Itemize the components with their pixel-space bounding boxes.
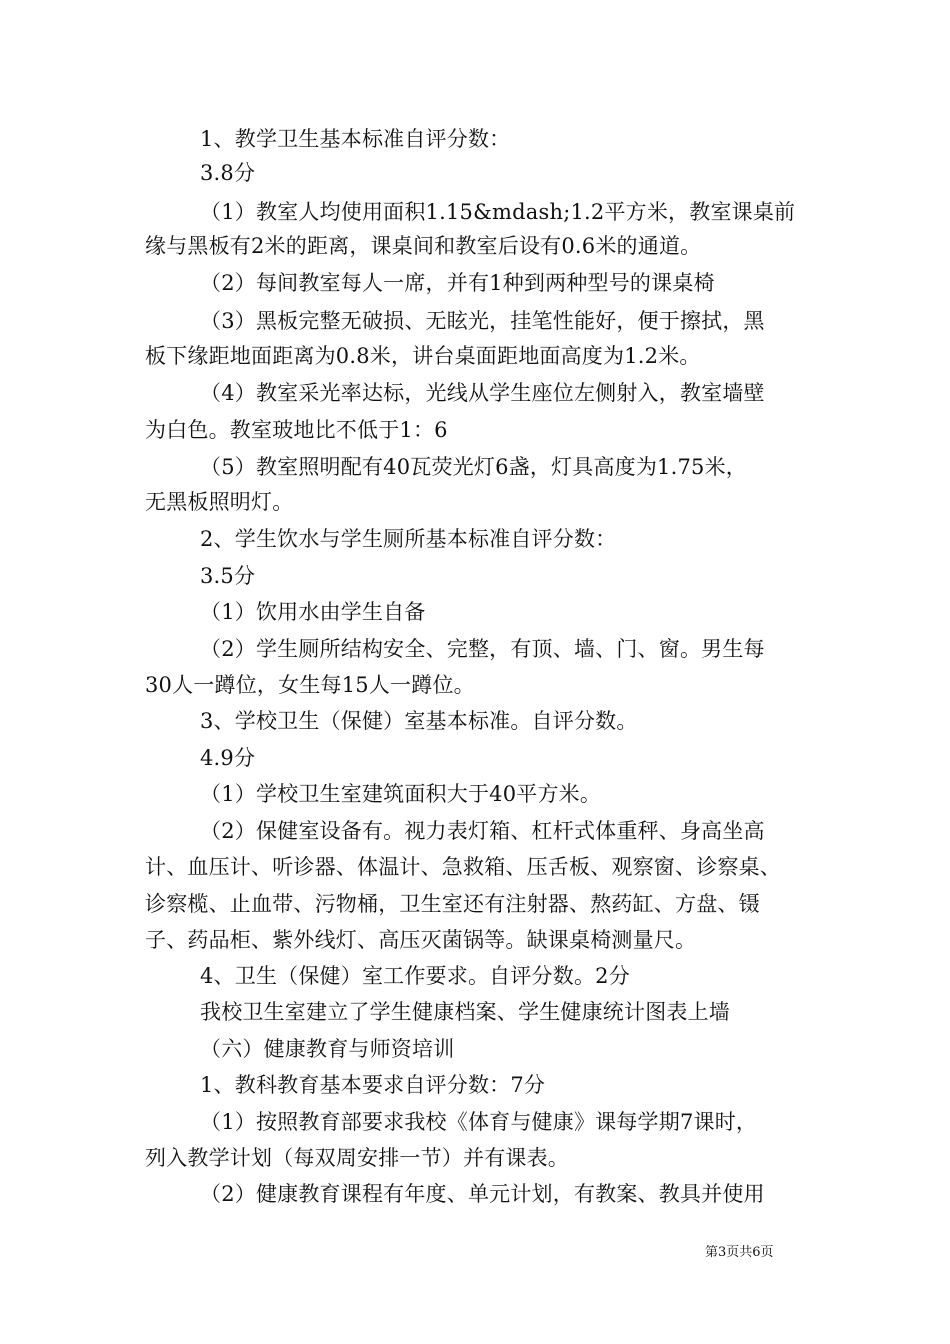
text-line: 1、教科教育基本要求自评分数：7分 — [200, 1073, 546, 1097]
text-line: 4.9分 — [200, 746, 256, 770]
text-line: 诊察榄、止血带、污物桶，卫生室还有注射器、熬药缸、方盘、镊 — [145, 892, 760, 916]
text-line: （1）饮用水由学生自备 — [200, 600, 426, 624]
text-line: 计、血压计、听诊器、体温计、急救箱、压舌板、观察窗、诊察桌、 — [145, 855, 781, 879]
section-heading: （六）健康教育与师资培训 — [200, 1037, 455, 1061]
text-line: 2、学生饮水与学生厕所基本标准自评分数： — [200, 527, 617, 551]
text-line: 3.5分 — [200, 564, 256, 588]
text-line: （4）教室采光率达标，光线从学生座位左侧射入，教室墙壁 — [200, 381, 765, 405]
text-line: （1）按照教育部要求我校《体育与健康》课每学期7课时， — [200, 1110, 758, 1134]
text-line: 3.8分 — [200, 161, 256, 185]
text-line: 无黑板照明灯。 — [145, 490, 294, 514]
text-line: 3、学校卫生（保健）室基本标准。自评分数。 — [200, 709, 638, 733]
text-line: 30人一蹲位，女生每15人一蹲位。 — [145, 673, 475, 697]
text-line: （5）教室照明配有40瓦荧光灯6盏，灯具高度为1.75米， — [200, 455, 747, 479]
text-line: （1）教室人均使用面积1.15&mdash;1.2平方米，教室课桌前 — [200, 200, 796, 224]
text-line: （2）健康教育课程有年度、单元计划，有教案、教具并使用 — [200, 1182, 765, 1206]
text-line: 缘与黑板有2米的距离，课桌间和教室后设有0.6米的通道。 — [145, 234, 702, 258]
text-line: （1）学校卫生室建筑面积大于40平方米。 — [200, 782, 602, 806]
text-line: （2）学生厕所结构安全、完整，有顶、墙、门、窗。男生每 — [200, 637, 765, 661]
text-line: （2）保健室设备有。视力表灯箱、杠杆式体重秤、身高坐高 — [200, 819, 765, 843]
text-line: 4、卫生（保健）室工作要求。自评分数。2分 — [200, 964, 630, 988]
page-number: 第3页共6页 — [705, 1245, 774, 1260]
text-line: （3）黑板完整无破损、无眩光，挂笔性能好，便于擦拭，黑 — [200, 309, 765, 333]
text-line: 1、教学卫生基本标准自评分数： — [200, 127, 511, 151]
text-line: 板下缘距地面距离为0.8米，讲台桌面距地面高度为1.2米。 — [145, 344, 701, 368]
text-line: 我校卫生室建立了学生健康档案、学生健康统计图表上墙 — [200, 1000, 730, 1024]
text-line: 列入教学计划（每双周安排一节）并有课表。 — [145, 1146, 569, 1170]
text-line: 子、药品柜、紫外线灯、高压灭菌锅等。缺课桌椅测量尺。 — [145, 928, 697, 952]
text-line: （2）每间教室每人一席，并有1种到两种型号的课桌椅 — [200, 271, 715, 295]
text-line: 为白色。教室玻地比不低于1：6 — [145, 418, 448, 442]
